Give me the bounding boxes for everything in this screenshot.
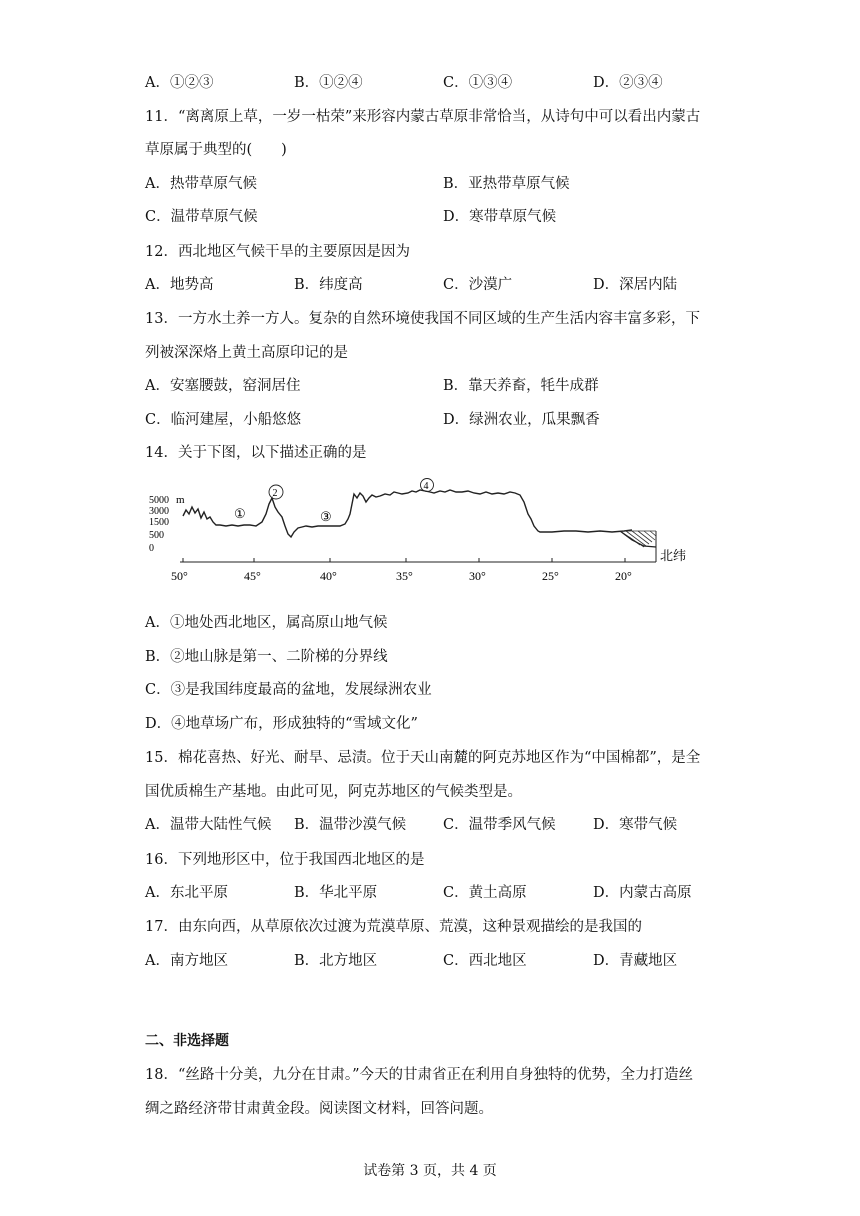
y-label-3000: 3000 bbox=[149, 506, 169, 517]
q17-option-d: D．青藏地区 bbox=[593, 953, 678, 969]
svg-text:4: 4 bbox=[423, 481, 429, 492]
q16-option-a: A．东北平原 bbox=[145, 885, 228, 901]
x-label-35: 35° bbox=[396, 569, 413, 583]
q12-option-b: B．纬度高 bbox=[294, 277, 363, 293]
q17-option-a: A．南方地区 bbox=[145, 953, 228, 969]
q12-stem: 12．西北地区气候干旱的主要原因是因为 bbox=[145, 244, 410, 260]
x-label-25: 25° bbox=[542, 569, 559, 583]
q15-option-a: A．温带大陆性气候 bbox=[145, 817, 272, 833]
q11-stem-line1: 11．“离离原上草，一岁一枯荣”来形容内蒙古草原非常恰当，从诗句中可以看出内蒙古 bbox=[145, 109, 701, 125]
q15-option-c: C．温带季风气候 bbox=[443, 817, 556, 833]
q10-option-a: A．①②③ bbox=[145, 75, 214, 91]
q13-option-a: A．安塞腰鼓，窑洞居住 bbox=[145, 378, 301, 394]
svg-text:①: ① bbox=[234, 506, 246, 521]
q15-option-d: D．寒带气候 bbox=[593, 817, 678, 833]
q10-option-d: D．②③④ bbox=[593, 75, 663, 91]
y-label-500: 500 bbox=[149, 530, 164, 541]
q17-option-b: B．北方地区 bbox=[294, 953, 378, 969]
q11-stem-line2: 草原属于典型的( ) bbox=[145, 142, 287, 158]
q14-option-d: D．④地草场广布，形成独特的“雪域文化” bbox=[145, 716, 418, 732]
q18-stem-line1: 18．“丝路十分美，九分在甘肃。”今天的甘肃省正在利用自身独特的优势，全力打造丝 bbox=[145, 1067, 694, 1083]
q11-option-b: B．亚热带草原气候 bbox=[443, 176, 570, 192]
q12-option-a: A．地势高 bbox=[145, 277, 214, 293]
q14-option-a: A．①地处西北地区，属高原山地气候 bbox=[145, 615, 388, 631]
y-label-1500: 1500 bbox=[149, 517, 169, 528]
sea-area bbox=[620, 531, 656, 547]
q15-stem-line2: 国优质棉生产基地。由此可见，阿克苏地区的气候类型是。 bbox=[145, 784, 522, 800]
marker-1 bbox=[234, 506, 246, 521]
x-label-50: 50° bbox=[171, 569, 188, 583]
q16-option-d: D．内蒙古高原 bbox=[593, 885, 692, 901]
q15-option-b: B．温带沙漠气候 bbox=[294, 817, 407, 833]
x-label-20: 20° bbox=[615, 569, 632, 583]
q14-stem: 14．关于下图，以下描述正确的是 bbox=[145, 445, 367, 461]
q15-stem-line1: 15．棉花喜热、好光、耐旱、忌渍。位于天山南麓的阿克苏地区作为“中国棉都”，是全 bbox=[145, 750, 701, 766]
q18-stem-line2: 绸之路经济带甘肃黄金段。阅读图文材料，回答问题。 bbox=[145, 1101, 493, 1117]
seabed-line bbox=[620, 531, 656, 547]
q13-option-b: B．靠天养畜，牦牛成群 bbox=[443, 378, 599, 394]
q13-stem-line2: 列被深深烙上黄土高原印记的是 bbox=[145, 345, 348, 361]
svg-text:2: 2 bbox=[272, 488, 278, 499]
q10-option-c: C．①③④ bbox=[443, 75, 513, 91]
page-footer: 试卷第 3 页，共 4 页 bbox=[363, 1163, 497, 1179]
q11-option-d: D．寒带草原气候 bbox=[443, 209, 557, 225]
q12-option-d: D．深居内陆 bbox=[593, 277, 678, 293]
q13-option-d: D．绿洲农业，瓜果飘香 bbox=[443, 412, 600, 428]
svg-text:③: ③ bbox=[320, 509, 332, 524]
q11-option-a: A．热带草原气候 bbox=[145, 176, 257, 192]
marker-3 bbox=[320, 509, 332, 524]
q14-option-c: C．③是我国纬度最高的盆地，发展绿洲农业 bbox=[145, 682, 432, 698]
q16-option-c: C．黄土高原 bbox=[443, 885, 527, 901]
terrain-profile-line bbox=[183, 490, 632, 537]
q16-stem: 16．下列地形区中，位于我国西北地区的是 bbox=[145, 852, 425, 868]
marker-2 bbox=[269, 485, 283, 499]
q11-option-c: C．温带草原气候 bbox=[145, 209, 258, 225]
q17-option-c: C．西北地区 bbox=[443, 953, 527, 969]
q16-option-b: B．华北平原 bbox=[294, 885, 378, 901]
y-label-5000: 5000 bbox=[149, 495, 169, 506]
q12-option-c: C．沙漠广 bbox=[443, 277, 513, 293]
y-unit: m bbox=[176, 494, 185, 506]
q17-stem: 17．由东向西，从草原依次过渡为荒漠草原、荒漠，这种景观描绘的是我国的 bbox=[145, 919, 642, 935]
terrain-profile-figure bbox=[140, 474, 700, 586]
q13-option-c: C．临河建屋，小船悠悠 bbox=[145, 412, 302, 428]
x-label-40: 40° bbox=[320, 569, 337, 583]
section-title: 二、非选择题 bbox=[145, 1033, 229, 1049]
q13-stem-line1: 13．一方水土养一方人。复杂的自然环境使我国不同区域的生产生活内容丰富多彩，下 bbox=[145, 311, 700, 327]
x-axis-title: 北纬 bbox=[660, 548, 687, 563]
y-label-0: 0 bbox=[149, 543, 154, 554]
q10-option-b: B．①②④ bbox=[294, 75, 363, 91]
q14-option-b: B．②地山脉是第一、二阶梯的分界线 bbox=[145, 649, 388, 665]
x-label-45: 45° bbox=[244, 569, 261, 583]
x-label-30: 30° bbox=[469, 569, 486, 583]
